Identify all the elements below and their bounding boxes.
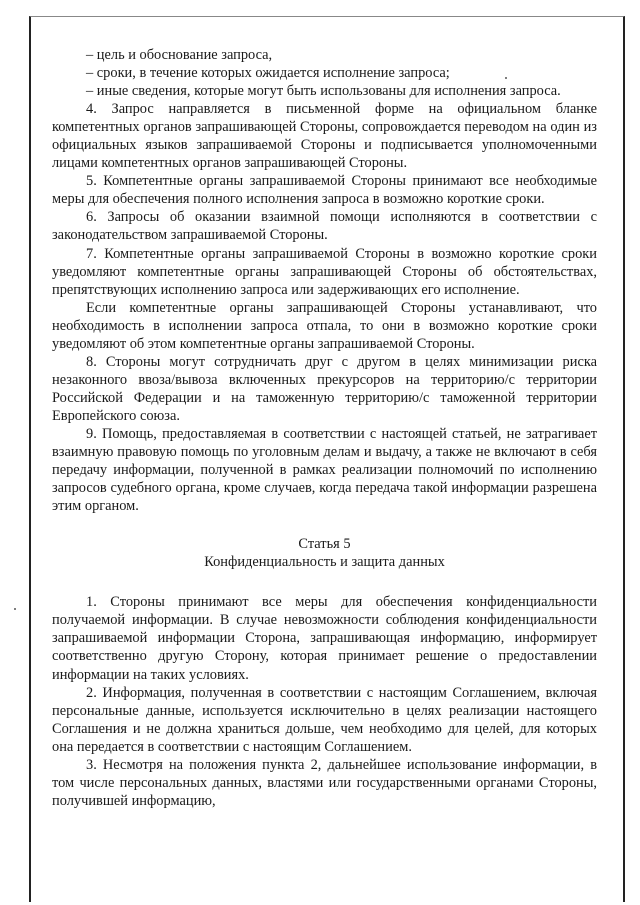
paragraph-7-continued: Если компетентные органы запрашивающей Стороны устанавливают, что необходимость в исполнении запроса отпала, то они в возможно короткие сроки уведомляют об этом компетентные органы запрашиваемой Стороны.	[52, 299, 597, 352]
scan-speck	[14, 608, 16, 610]
paragraph-8: 8. Стороны могут сотрудничать друг с другом в целях минимизации риска незаконного ввоза/вывоза включенных прекурсоров на территорию/с территории Российской Федерации и на таможенную территорию/с таможенной территории Европейского союза.	[52, 353, 597, 424]
paragraph-5: 5. Компетентные органы запрашиваемой Стороны принимают все необходимые меры для обеспечения полного исполнения запроса в возможно короткие сроки.	[52, 173, 597, 208]
article-title: Конфиденциальность и защита данных	[204, 554, 445, 571]
paragraph-9: 9. Помощь, предоставляемая в соответствии с настоящей статьей, не затрагивает взаимную правовую помощь по уголовным делам и выдачу, а также не включают в себя передачу информации, полученной в рамках реализации полномочий по исполнению запросов судебного органа, кроме случаев, когда передача такой информации разрешена этим органом.	[52, 425, 597, 515]
article5-paragraph-2: 2. Информация, полученная в соответствии с настоящим Соглашением, включая персональные данные, используется исключительно в целях реализации настоящего Соглашения и не должна храниться дольше, чем необходимо для целей, для которых она передается в соответствии с настоящим Соглашением.	[52, 684, 597, 755]
paragraph-6: 6. Запросы об оказании взаимной помощи исполняются в соответствии с законодательством запрашиваемой Стороны.	[52, 209, 597, 244]
document-page	[52, 46, 597, 810]
list-item-purpose: – цель и обоснование запроса,	[86, 47, 273, 63]
list-item-other-info: – иные сведения, которые могут быть использованы для исполнения запроса.	[86, 83, 561, 100]
article5-paragraph-3: 3. Несмотря на положения пункта 2, дальнейшее использование информации, в том числе персональных данных, властями или государственными органами Стороны, получившей информацию,	[52, 756, 597, 809]
article5-paragraph-1: 1. Стороны принимают все меры для обеспечения конфиденциальности получаемой информации. В случае невозможности соблюдения конфиденциальности запрашиваемой информации Сторона, запрашивающая информацию, информирует соответственно другую Сторону, которая принимает решение о предоставлении информации на таких условиях.	[52, 594, 597, 683]
list-item-deadline: – сроки, в течение которых ожидается исполнение запроса;	[86, 65, 450, 82]
article-number: Статья 5	[298, 536, 351, 553]
paragraph-7: 7. Компетентные органы запрашиваемой Стороны в возможно короткие сроки уведомляют компетентные органы запрашивающей Стороны об обстоятельствах, препятствующих исполнению запроса или задерживающих его исполнение.	[52, 245, 597, 298]
article-heading	[52, 535, 597, 571]
section-spacer	[52, 571, 597, 593]
paragraph-4: 4. Запрос направляется в письменной форме на официальном бланке компетентных органов запрашивающей Стороны, сопровождается переводом на один из официальных языков запрашиваемой Стороны и подписывается уполномоченными лицами компетентных органов запрашивающей Стороны.	[52, 101, 597, 172]
